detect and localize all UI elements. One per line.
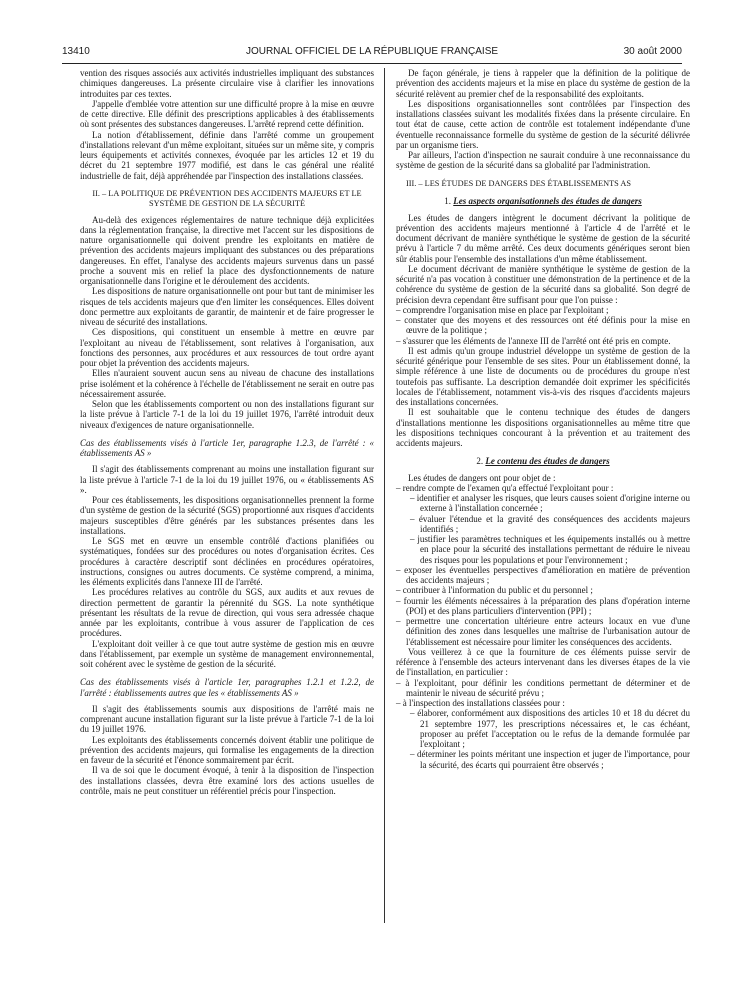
list-item: – constater que des moyens et des ressources ont été définis pour la mise en œuvre de la politique ; xyxy=(396,315,690,336)
paragraph: Les exploitants des établissements concernés doivent établir une politique de prévention des accidents majeurs, qui formalise les engagements de la direction en faveur de la sécurité et l'énonce sommairement par écrit. xyxy=(80,734,374,766)
list-item: – s'assurer que les éléments de l'annexe III de l'arrêté ont été pris en compte. xyxy=(396,335,671,346)
paragraph: Par ailleurs, l'action d'inspection ne saurait conduire à une reconnaissance du système de gestion de la sécurité dans sa globalité par l'administration. xyxy=(396,150,690,171)
page-header xyxy=(62,46,682,62)
subsection-heading xyxy=(396,196,690,206)
journal-title: JOURNAL OFFICIEL DE LA RÉPUBLIQUE FRANÇAISE xyxy=(245,46,499,57)
paragraph: Ces dispositions, qui constituent un ensemble à mettre en œuvre par l'exploitant au niveau de l'établissement, sont relatives à l'organisation, aux fonctions des personnes, aux procédures et aux ressources de tout ordre ayant pour objet la prévention des accidents majeurs. xyxy=(80,327,374,369)
right-column xyxy=(396,68,690,770)
list-item: – à l'exploitant, pour définir les conditions permettant de déterminer et de maintenir le niveau de sécurité prévu ; xyxy=(396,677,690,698)
list-item: – à l'inspection des installations classées pour : xyxy=(396,698,565,709)
paragraph: Les procédures relatives au contrôle du SGS, aux audits et aux revues de direction permettent de garantir la pérennité du SGS. La note synthétique présentant les résultats de la revue de direction, qui vous sera adressée chaque année par les exploitants, contribue à vous assurer de l'application de ces procédures. xyxy=(80,587,374,639)
paragraph: J'appelle d'emblée votre attention sur une difficulté propre à la mise en œuvre de cette directive. Elle définit des prescriptions applicables à des établissements où sont présentes des substances dangereuses. L'arrêté reprend cette définition. xyxy=(80,98,374,130)
subsection-title: Les aspects organisationnels des études de dangers xyxy=(453,196,642,207)
paragraph: Les dispositions organisationnelles sont contrôlées par l'inspection des installations classées suivant les modalités fixées dans la présente circulaire. En tout état de cause, cette action de contrôle est totalement indépendante d'une éventuelle reconnaissance formelle du système de gestion de la sécurité délivrée par un organisme tiers. xyxy=(396,98,690,150)
list-item: – fournir les éléments nécessaires à la préparation des plans d'opération interne (POI) et des plans particuliers d'intervention (PPI) ; xyxy=(396,595,690,616)
list-item: – évaluer l'étendue et la gravité des conséquences des accidents majeurs identifiés ; xyxy=(410,513,690,534)
paragraph: La notion d'établissement, définie dans l'arrêté comme un groupement d'installations relevant d'un même exploitant, situées sur un même site, y compris leurs équipements et activités connexes, évoquée par les articles 12 et 19 du décret du 21 septembre 1977 modifié, est dans le cas général une réalité industrielle de fait, déjà appréhendée par l'inspection des installations classées. xyxy=(80,129,374,181)
paragraph: Au-delà des exigences réglementaires de nature technique déjà explicitées dans la réglementation française, la directive met l'accent sur les dispositions de nature organisationnelle qui doivent prendre les exploitants en matière de prévention des accidents majeurs impliquant des substances ou des préparations dangereuses. En effet, l'analyse des accidents majeurs survenus dans un passé proche a souvent mis en relief la place des dysfonctionnements de nature organisationnelle dans l'origine et le déroulement des accidents. xyxy=(80,214,374,287)
paragraph: Pour ces établissements, les dispositions organisationnelles prennent la forme d'un système de gestion de la sécurité (SGS) proportionné aux risques d'accidents majeurs susceptibles d'être générés par les substances présentes dans les installations. xyxy=(80,495,374,536)
paragraph: Il va de soi que le document évoqué, à tenir à la disposition de l'inspection des installations classées, devra être examiné lors des actions usuelles de contrôle, mais ne peut constituer un référentiel précis pour l'inspection. xyxy=(80,765,374,796)
paragraph: L'exploitant doit veiller à ce que tout autre système de gestion mis en œuvre dans l'établissement, par exemple un système de management environnemental, soit cohérent avec le système de gestion de la sécurité. xyxy=(80,638,374,670)
list-item: – identifier et analyser les risques, que leurs causes soient d'origine interne ou externe à l'installation concernée ; xyxy=(410,493,690,514)
list-item: – comprendre l'organisation mise en place par l'exploitant ; xyxy=(396,304,609,315)
list-item: – exposer les éventuelles perspectives d'amélioration en matière de prévention des accidents majeurs ; xyxy=(396,564,690,586)
paragraph: vention des risques associés aux activités industrielles impliquant des substances chimiques dangereuses. La présente circulaire vise à clarifier les innovations introduites par ces textes. xyxy=(80,68,374,99)
list-item: – déterminer les points méritant une inspection et juger de l'importance, pour la sécurité, des écarts qui pourraient être observés ; xyxy=(410,749,690,770)
paragraph: Le document décrivant de manière synthétique le système de gestion de la sécurité n'a pas vocation à constituer une démonstration de la pertinence et de la cohérence du système de gestion de la sécurité dans sa globalité. Son degré de précision devra cependant être suffisant pour que l'on puisse : xyxy=(396,263,690,305)
paragraph: Les études de dangers intègrent le document décrivant la politique de prévention des accidents majeurs mentionné à l'article 4 de l'arrêté et le document décrivant de manière synthétique le système de gestion de la sécurité prévu à l'article 7 du même arrêté. Ces deux documents génériques seront bien sûr établis pour l'ensemble des installations d'un même établissement. xyxy=(396,212,690,264)
case-heading: Cas des établissements visés à l'article 1er, paragraphe 1.2.3, de l'arrêté : « établissements AS » xyxy=(80,437,374,459)
list-item: – rendre compte de l'examen qu'a effectué l'exploitant pour : xyxy=(396,482,614,493)
subsection-heading xyxy=(396,456,690,466)
paragraph: Il s'agit des établissements soumis aux dispositions de l'arrêté mais ne comprenant aucune installation figurant sur la liste prévue à l'article 7-1 de la loi du 19 juillet 1976. xyxy=(80,703,374,735)
paragraph: Les études de dangers ont pour objet de : xyxy=(408,472,556,483)
paragraph: Selon que les établissements comportent ou non des installations figurant sur la liste prévue à l'article 7-1 de la loi du 19 juillet 1976, l'arrêté introduit deux niveaux d'exigences de nature organisationnelle. xyxy=(80,399,374,430)
list-item: – permettre une concertation ultérieure entre acteurs locaux en vue d'une définition des zones dans lesquelles une maîtrise de l'urbanisation autour de l'établissement est nécessaire pour limiter les conséquences des accidents. xyxy=(396,616,690,647)
paragraph: Il est admis qu'un groupe industriel développe un système de gestion de la sécurité générique pour l'ensemble de ses sites. Pour un établissement donné, la simple référence à une liste de documents ou de procédures du groupe n'est toutefois pas suffisante. La description demandée doit exprimer les spécificités locales de l'établissement, notamment vis-à-vis des risques d'accidents majeurs des installations concernées. xyxy=(396,345,690,408)
paragraph: Vous veillerez à ce que la fourniture de ces éléments puisse servir de référence à l'ensemble des acteurs intervenant dans les diverses étapes de la vie de l'installation, en particulier : xyxy=(396,646,690,678)
header-rule xyxy=(62,63,682,64)
page-number: 13410 xyxy=(62,46,90,57)
paragraph: Le SGS met en œuvre un ensemble contrôlé d'actions planifiées ou systématiques, fondées sur des procédures ou notes d'organisation écrites. Ces procédures à caractère descriptif sont déclinées en procédures opératoires, instructions, consignes ou autres documents. Ce système comprend, a minima, les éléments explicités dans l'annexe III de l'arrêté. xyxy=(80,536,374,588)
paragraph: Il s'agit des établissements comprenant au moins une installation figurant sur la liste prévue à l'article 7-1 de la loi du 19 juillet 1976, ou « établissements AS ». xyxy=(80,464,374,495)
left-column xyxy=(80,68,374,796)
subsection-number: 1. xyxy=(444,196,454,207)
section-heading: III. – LES ÉTUDES DE DANGERS DES ÉTABLISSEMENTS AS xyxy=(406,178,631,188)
publication-date: 30 août 2000 xyxy=(623,46,682,57)
list-item: – justifier les paramètres techniques et les équipements installés ou à mettre en place pour la sécurité des installations permettant de réduire le niveau des risques pour les populations et pour l'environnement ; xyxy=(410,534,690,565)
paragraph: Elles n'auraient souvent aucun sens au niveau de chacune des installations prise isolément et la cohérence à l'échelle de l'établissement ne serait en outre pas nécessairement assurée. xyxy=(80,368,374,399)
column-divider xyxy=(384,68,385,923)
list-item: – contribuer à l'information du public et du personnel ; xyxy=(396,585,593,596)
list-item: – élaborer, conformément aux dispositions des articles 10 et 18 du décret du 21 septembre 1977, les prescriptions nécessaires et, le cas échéant, proposer au préfet l'acceptation ou le refus de la demande formulée par l'exploitant ; xyxy=(410,708,690,750)
case-heading: Cas des établissements visés à l'article 1er, paragraphes 1.2.1 et 1.2.2, de l'arrêté : établissements autres que les « établissements AS » xyxy=(80,677,374,698)
subsection-number: 2. xyxy=(476,456,486,467)
section-heading: II. – LA POLITIQUE DE PRÉVENTION DES ACCIDENTS MAJEURS ET LE SYSTÈME DE GESTION DE LA SÉCURITÉ xyxy=(92,188,362,208)
paragraph: Il est souhaitable que le contenu technique des études de dangers d'installations mentionne les dispositions organisationnelles au même titre que les dispositions techniques concourant à la prévention et au traitement des accidents majeurs. xyxy=(396,407,690,449)
subsection-title: Le contenu des études de dangers xyxy=(485,456,610,467)
paragraph: Les dispositions de nature organisationnelle ont pour but tant de minimiser les risques de tels accidents majeurs que d'en limiter les conséquences. Elles doivent donc permettre aux exploitants de garantir, de maintenir et de faire progresser le niveau de sécurité des installations. xyxy=(80,286,374,328)
paragraph: De façon générale, je tiens à rappeler que la définition de la politique de prévention des accidents majeurs et la mise en place du système de gestion de la sécurité relèvent au premier chef de la responsabilité des exploitants. xyxy=(396,68,690,99)
